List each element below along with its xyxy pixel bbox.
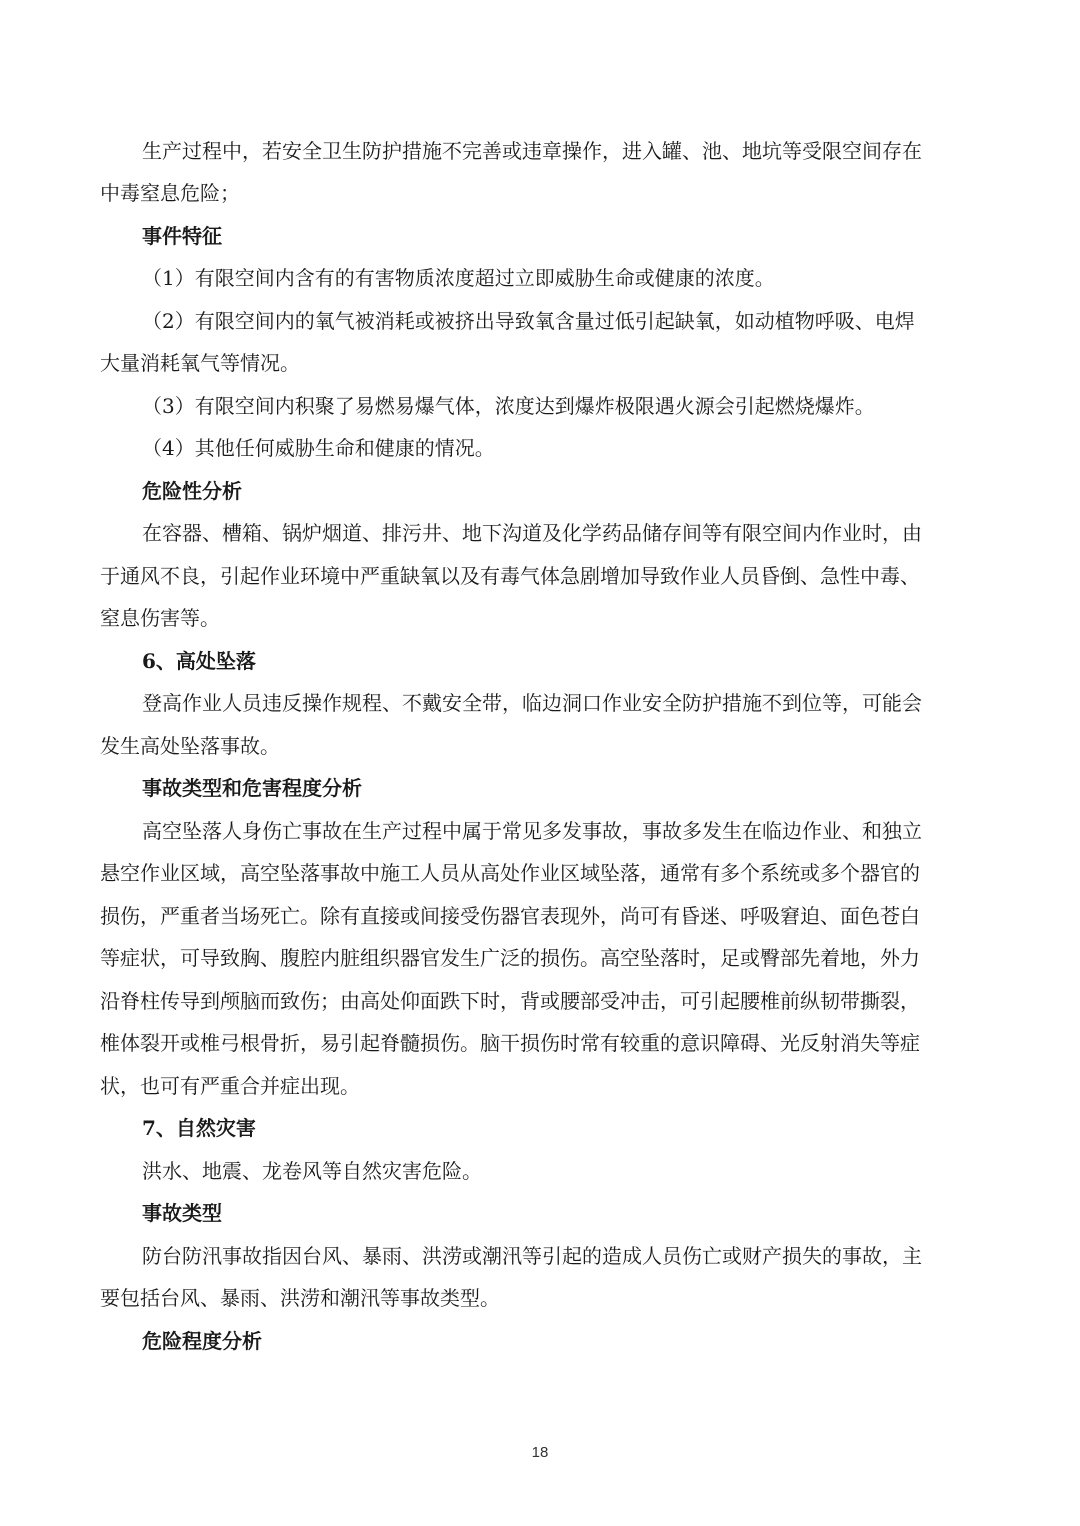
- section-heading: 危险性分析: [142, 479, 242, 503]
- paragraph-line: 防台防汛事故指因台风、暴雨、洪涝或潮汛等引起的造成人员伤亡或财产损失的事故，主: [142, 1244, 922, 1268]
- section-heading: 危险程度分析: [142, 1329, 262, 1353]
- section-heading: 事故类型: [142, 1201, 222, 1225]
- paragraph-line: 中毒窒息危险；: [100, 181, 240, 205]
- section-heading: 7、自然灾害: [142, 1116, 256, 1140]
- paragraph-line: （3）有限空间内积聚了易燃易爆气体，浓度达到爆炸极限遇火源会引起燃烧爆炸。: [142, 394, 875, 418]
- page-number: 18: [531, 1444, 549, 1461]
- paragraph-line: 于通风不良，引起作业环境中严重缺氧以及有毒气体急剧增加导致作业人员昏倒、急性中毒、: [100, 564, 920, 588]
- paragraph-line: 登高作业人员违反操作规程、不戴安全带，临边洞口作业安全防护措施不到位等，可能会: [142, 691, 922, 715]
- paragraph-line: 状，也可有严重合并症出现。: [100, 1074, 360, 1098]
- paragraph-line: 在容器、槽箱、锅炉烟道、排污井、地下沟道及化学药品储存间等有限空间内作业时，由: [142, 521, 922, 545]
- paragraph-line: （4）其他任何威胁生命和健康的情况。: [142, 436, 495, 460]
- section-heading: 6、高处坠落: [142, 649, 256, 673]
- section-heading: 事故类型和危害程度分析: [142, 776, 362, 800]
- paragraph-line: 沿脊柱传导到颅脑而致伤；由高处仰面跌下时，背或腰部受冲击，可引起腰椎前纵韧带撕裂，: [100, 989, 920, 1013]
- paragraph-line: 椎体裂开或椎弓根骨折，易引起脊髓损伤。脑干损伤时常有较重的意识障碍、光反射消失等症: [100, 1031, 920, 1055]
- paragraph-line: 要包括台风、暴雨、洪涝和潮汛等事故类型。: [100, 1286, 500, 1310]
- section-heading: 事件特征: [142, 224, 222, 248]
- paragraph-line: 损伤，严重者当场死亡。除有直接或间接受伤器官表现外，尚可有昏迷、呼吸窘迫、面色苍白: [100, 904, 920, 928]
- paragraph-line: （1）有限空间内含有的有害物质浓度超过立即威胁生命或健康的浓度。: [142, 266, 775, 290]
- paragraph-line: 悬空作业区域，高空坠落事故中施工人员从高处作业区域坠落，通常有多个系统或多个器官的: [100, 861, 920, 885]
- paragraph-line: 窒息伤害等。: [100, 606, 220, 630]
- paragraph-line: 等症状，可导致胸、腹腔内脏组织器官发生广泛的损伤。高空坠落时，足或臀部先着地，外力: [100, 946, 920, 970]
- paragraph-line: 大量消耗氧气等情况。: [100, 351, 300, 375]
- paragraph-line: 发生高处坠落事故。: [100, 734, 280, 758]
- paragraph-line: （2）有限空间内的氧气被消耗或被挤出导致氧含量过低引起缺氧，如动植物呼吸、电焊: [142, 309, 915, 333]
- paragraph-line: 高空坠落人身伤亡事故在生产过程中属于常见多发事故，事故多发生在临边作业、和独立: [142, 819, 922, 843]
- paragraph-line: 洪水、地震、龙卷风等自然灾害危险。: [142, 1159, 482, 1183]
- paragraph-line: 生产过程中，若安全卫生防护措施不完善或违章操作，进入罐、池、地坑等受限空间存在: [142, 139, 922, 163]
